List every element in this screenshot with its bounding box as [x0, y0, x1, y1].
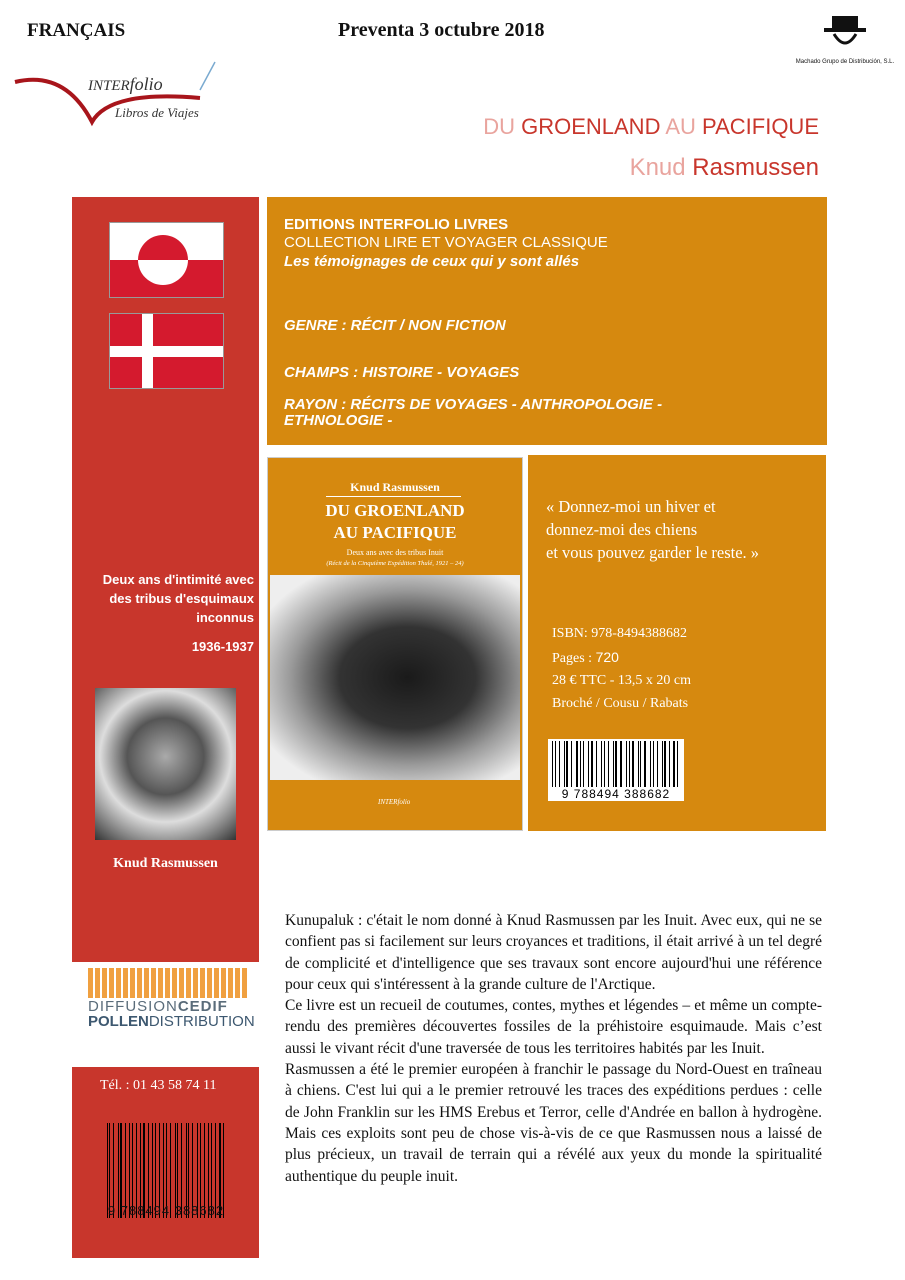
barcode-bar	[608, 741, 609, 787]
barcode-bar	[650, 741, 651, 787]
barcode-bar	[601, 741, 602, 787]
author-name: Knud Rasmussen	[629, 154, 819, 181]
barcode-bar	[564, 741, 565, 787]
barcode-bar	[583, 741, 584, 787]
rayon: RAYON : RÉCITS DE VOYAGES - ANTHROPOLOGIE - ETHNOLOGIE -	[284, 396, 663, 429]
tagline: Les témoignages de ceux qui y sont allés	[284, 253, 580, 270]
barcode-bar	[555, 741, 556, 787]
barcode-bar	[591, 741, 593, 787]
champs: CHAMPS : HISTOIRE - VOYAGES	[284, 364, 520, 381]
barcode-bar	[626, 741, 627, 787]
denmark-flag	[109, 313, 224, 389]
barcode-bar	[677, 741, 678, 787]
book-specs: ISBN: 978-8494388682 Pages : 720 28 € TTC - 13,5 x 20 cm Broché / Cousu / Rabats	[552, 626, 691, 711]
diffusion-cedif-logo: DIFFUSIONCEDIF POLLENDISTRIBUTION	[88, 968, 248, 1038]
barcode-bar	[566, 741, 568, 787]
author-photo	[95, 688, 236, 840]
details-panel	[528, 455, 826, 831]
barcode-bar	[571, 741, 572, 787]
barcode-bar	[662, 741, 663, 787]
interfolio-logo: INTERfolio Libros de Viajes	[10, 60, 220, 130]
book-title: DU GROENLAND AU PACIFIQUE	[483, 114, 819, 139]
barcode-bar	[604, 741, 605, 787]
collection: COLLECTION LIRE ET VOYAGER CLASSIQUE	[284, 234, 608, 251]
barcode-bar	[669, 741, 670, 787]
description: Kunupaluk : c'était le nom donné à Knud Rasmussen par les Inuit. Avec eux, qui ne se confient pas si facilement sur leurs croyances et traditions, il était arrivé à un tel degré de complicité et d'intelligence que ses travaux sont encore aujourd'hui une référence pour ceux qui s'intéressent à la grande culture de l'Arctique. Ce livre est un recueil de coutumes, contes, mythes et légendes – et même un compte-rendu des premières découvertes fossiles de la préhistoire esquimaude. Mais c’est aussi le vivant récit d'une traversée de tous les territoires habités par les Inuit. Rasmussen a été le premier européen à franchir le passage du Nord-Ouest en traîneau à chiens. C'est lui qui a le premier retrouvé les traces des expéditions perdues : celle de John Franklin sur les HMS Erebus et Terror, celle d'Andrée en ballon à hydrogène. Mais ces exploits sont peu de chose vis-à-vis de ce que Rasmussen nous a laissé de plus précieux, un travail de terrain qui a révélé aux yeux du monde la spiritualité authentique du peuple inuit.	[285, 912, 822, 1185]
sidebar-subtitle: Deux ans d'intimité avec des tribus d'esquimaux inconnus	[102, 572, 254, 625]
barcode-bar	[576, 741, 577, 787]
publisher: EDITIONS INTERFOLIO LIVRES	[284, 216, 509, 233]
barcode-bar	[620, 741, 621, 787]
barcode-bar	[632, 741, 633, 787]
barcode-bar	[559, 741, 560, 787]
barcode-bar	[644, 741, 646, 787]
book-cover: Knud Rasmussen DU GROENLAND AU PACIFIQUE Deux ans avec des tribus Inuit (Récit de la Cinquième Expédition Thulé, 1921 – 24) INTERfolio	[267, 457, 523, 831]
barcode-bar	[552, 741, 553, 787]
phone: Tél. : 01 43 58 74 11	[100, 1078, 217, 1093]
greenland-flag	[109, 222, 224, 298]
photo-caption: Knud Rasmussen	[113, 856, 218, 871]
isbn-barcode: 9 788494 388682	[548, 739, 684, 801]
language-label: FRANÇAIS	[27, 20, 126, 41]
barcode-bar	[664, 741, 665, 787]
quote: « Donnez-moi un hiver et donnez-moi des chiens et vous pouvez garder le reste. »	[546, 497, 760, 562]
barcode-bar	[588, 741, 589, 787]
barcode-bar	[580, 741, 581, 787]
barcode-bar	[615, 741, 617, 787]
genre: GENRE : RÉCIT / NON FICTION	[284, 317, 506, 334]
barcode-bar	[653, 741, 654, 787]
barcode-bar	[613, 741, 614, 787]
barcode-bar	[640, 741, 641, 787]
sidebar-barcode: 9 788494 388682	[103, 1123, 229, 1218]
cover-photo	[270, 575, 520, 780]
sidebar-years: 1936-1937	[191, 639, 254, 654]
barcode-bar	[596, 741, 597, 787]
machado-logo: Machado Grupo de Distribución, S.L.	[795, 12, 895, 72]
barcode-bar	[629, 741, 630, 787]
barcode-bar	[638, 741, 639, 787]
barcode-bar	[657, 741, 658, 787]
presale-date: Preventa 3 octubre 2018	[338, 19, 545, 41]
barcode-bar	[673, 741, 675, 787]
